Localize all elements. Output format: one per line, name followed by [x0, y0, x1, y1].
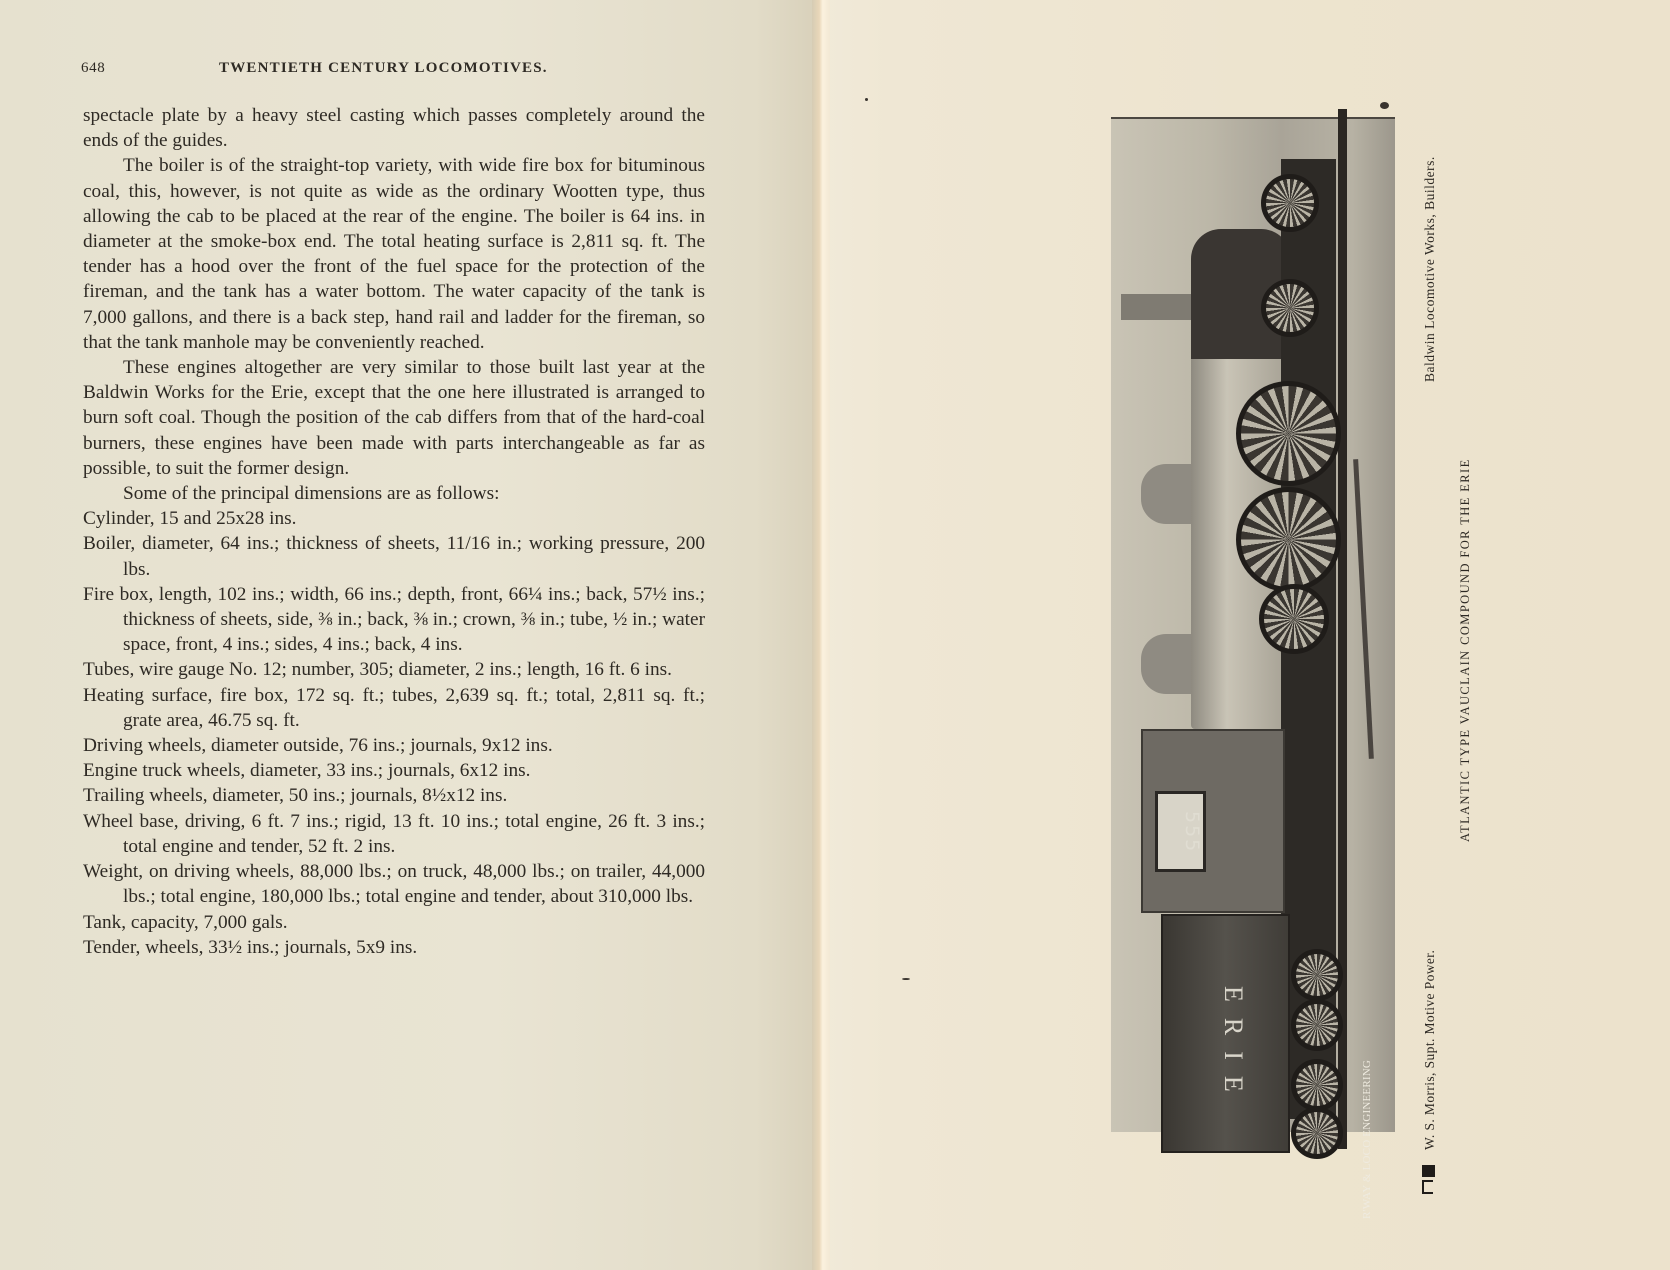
builder-caption: Baldwin Locomotive Works, Builders.: [1422, 156, 1437, 382]
dimension-item: Trailing wheels, diameter, 50 ins.; journals, 8½x12 ins.: [83, 785, 508, 807]
tender-wheel: [1291, 999, 1343, 1051]
dimension-item: Wheel base, driving, 6 ft. 7 ins.; rigid, 13 ft. 10 ins.; total engine, 26 ft. 3 ins.; total engine and tender, 52 ft. 2 ins.: [83, 810, 705, 857]
dimension-item: Engine truck wheels, diameter, 33 ins.; journals, 6x12 ins.: [83, 760, 531, 782]
ink-mark: [1422, 1180, 1433, 1194]
driving-wheel: [1236, 487, 1341, 592]
dimension-item: Heating surface, fire box, 172 sq. ft.; tubes, 2,639 sq. ft.; total, 2,811 sq. ft.; grate area, 46.75 sq. ft.: [83, 684, 705, 731]
page-number: 648: [81, 60, 106, 76]
tender-wheel: [1291, 1107, 1343, 1159]
dimension-item: Boiler, diameter, 64 ins.; thickness of sheets, 11/16 in.; working pressure, 200 lbs.: [83, 533, 705, 580]
ink-speck: [902, 978, 910, 980]
rail: [1338, 109, 1347, 1149]
dimension-item: Weight, on driving wheels, 88,000 lbs.; on truck, 48,000 lbs.; on trailer, 44,000 lbs.; total engine, 180,000 lbs.; total engine and tender, about 310,000 lbs.: [83, 861, 705, 908]
locomotive-photo: [1111, 117, 1395, 1219]
paragraph: spectacle plate by a heavy steel casting which passes completely around the ends of the guides.: [83, 105, 705, 152]
tender-lettering: ERIE: [1219, 986, 1248, 1108]
ink-speck: [1380, 102, 1389, 109]
tender-wheel: [1291, 1059, 1343, 1111]
smokestack: [1121, 294, 1191, 320]
paragraph: The boiler is of the straight-top variety, with wide fire box for bituminous coal, this, however, is not quite as wide as the ordinary Wootten type, thus allowing the cab to be placed at the rear of the engine. The boiler is 64 ins. in diameter at the smoke-box end. The total heating surface is 2,811 sq. ft. The tender has a hood over the front of the fuel space for the protection of the fireman, and the tank has a water bottom. The water capacity of the tank is 7,000 gallons, and there is a back step, hand rail and ladder for the fireman, so that the tank manhole may be conveniently reached.: [83, 155, 705, 353]
sand-dome: [1141, 464, 1191, 524]
book-title-header: TWENTIETH CENTURY LOCOMOTIVES.: [219, 60, 548, 76]
trailing-wheel: [1259, 584, 1329, 654]
dimension-item: Tubes, wire gauge No. 12; number, 305; diameter, 2 ins.; length, 16 ft. 6 ins.: [83, 659, 672, 681]
paragraph: Some of the principal dimensions are as follows:: [123, 483, 500, 505]
dimension-item: Tender, wheels, 33½ ins.; journals, 5x9 ins.: [83, 936, 418, 958]
ink-mark: [1422, 1165, 1435, 1177]
body-text: [83, 103, 705, 960]
locomotive-cab: [1141, 729, 1285, 913]
driving-wheel: [1236, 381, 1341, 486]
cab-number: 555: [1181, 811, 1203, 854]
running-head: [81, 60, 711, 84]
plate-title-caption: ATLANTIC TYPE VAUCLAIN COMPOUND FOR THE ERIE: [1458, 458, 1472, 842]
photo-credit: R'WAY & LOCO ENGINEERING: [1361, 1059, 1373, 1219]
dimension-item: Fire box, length, 102 ins.; width, 66 ins.; depth, front, 66¼ ins.; back, 57½ ins.; thickness of sheets, side, ⅜ in.; back, ⅜ in.; crown, ⅜ in.; tube, ½ in.; water space, front, 4 ins.; sides, 4 ins.; back, 4 ins.: [83, 583, 705, 656]
tender: [1161, 914, 1290, 1153]
truck-wheel: [1261, 174, 1319, 232]
superintendent-caption: W. S. Morris, Supt. Motive Power.: [1422, 949, 1437, 1150]
paragraph: These engines altogether are very similar to those built last year at the Baldwin Works for the Erie, except that the one here illustrated is arranged to burn soft coal. Though the position of the cab differs from that of the hard-coal burners, these engines have been made with parts interchangeable as far as possible, to suit the former design.: [83, 357, 705, 479]
dimensions-list: [83, 506, 705, 960]
rail: [1353, 459, 1374, 759]
dimension-item: Driving wheels, diameter outside, 76 ins.; journals, 9x12 ins.: [83, 735, 553, 757]
ink-speck: [865, 98, 868, 101]
truck-wheel: [1261, 279, 1319, 337]
steam-dome: [1141, 634, 1191, 694]
dimension-item: Tank, capacity, 7,000 gals.: [83, 911, 288, 933]
left-page: [0, 0, 820, 1270]
dimension-item: Cylinder, 15 and 25x28 ins.: [83, 508, 297, 530]
book-gutter: [812, 0, 830, 1270]
tender-wheel: [1291, 949, 1343, 1001]
